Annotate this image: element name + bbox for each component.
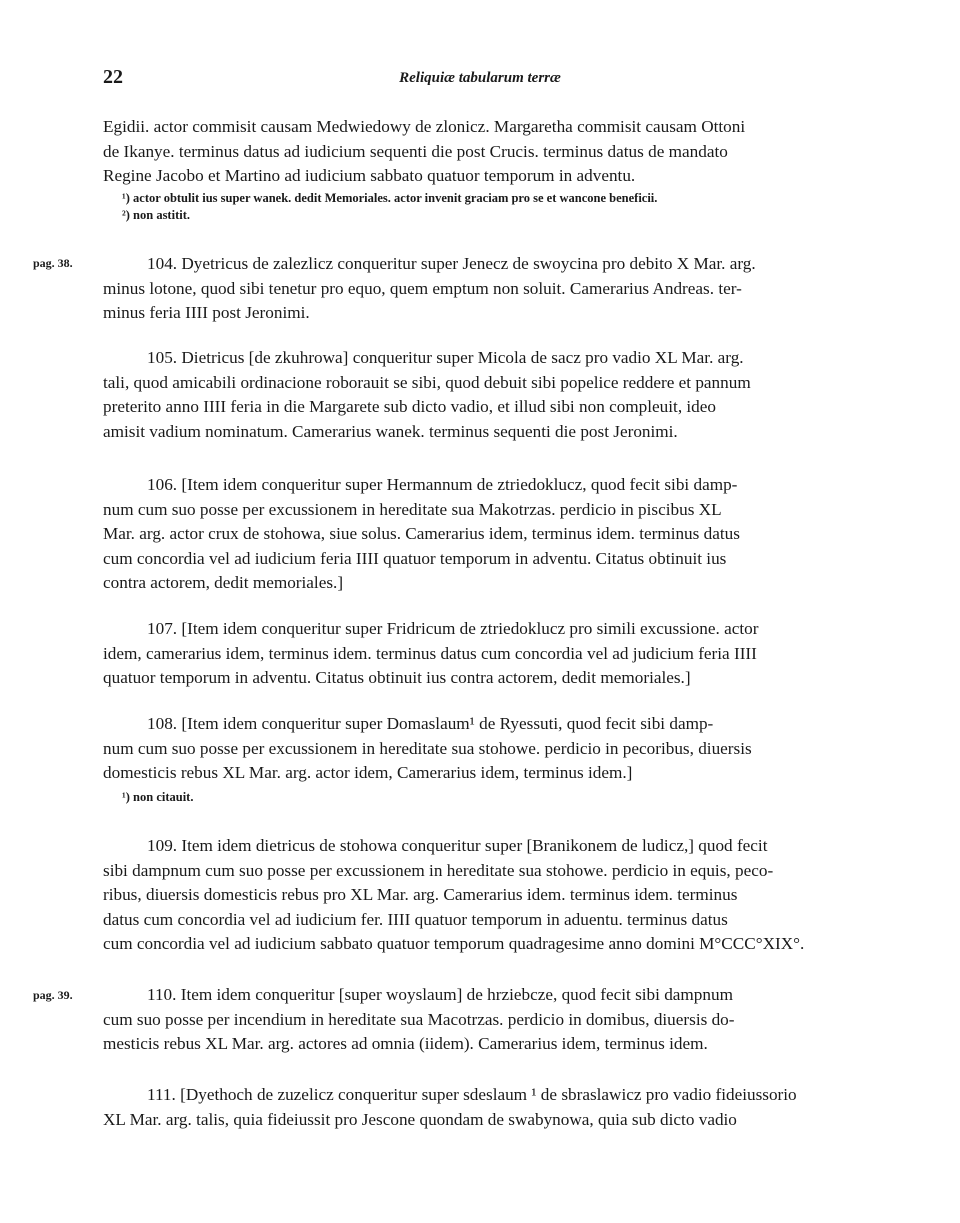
text-line: minus feria IIII post Jeronimi. — [103, 303, 310, 322]
paragraph-111 — [103, 1083, 858, 1132]
text-line: cum suo posse per incendium in hereditate sua Macotrzas. perdicio in domibus, diuersis do- — [103, 1009, 735, 1029]
paragraph-110 — [103, 983, 858, 1057]
page-header — [0, 66, 960, 96]
text-line: 111. [Dyethoch de zuzelicz conqueritur super sdeslaum ¹ de sbraslawicz pro vadio fideiussorio — [147, 1085, 797, 1104]
footnote: ²) non astitit. — [122, 208, 190, 222]
text-line: 109. Item idem dietricus de stohowa conqueritur super [Branikonem de ludicz,] quod fecit — [147, 836, 768, 855]
text-line: XL Mar. arg. talis, quia fideiussit pro Jescone quondam de swabynowa, quia sub dicto vadio — [103, 1109, 737, 1129]
text-line: 104. Dyetricus de zalezlicz conqueritur super Jenecz de swoycina pro debito X Mar. arg. — [147, 254, 756, 273]
text-line: num cum suo posse per excussionem in hereditate sua stohowe. perdicio in pecoribus, diuersis — [103, 738, 752, 758]
footnote: ¹) actor obtulit ius super wanek. dedit Memoriales. actor invenit graciam pro se et wancone beneficii. — [122, 191, 658, 205]
paragraph-109 — [103, 834, 858, 957]
text-line: cum concordia vel ad iudicium sabbato quatuor temporum quadragesime anno domini M°CCC°XIX°. — [103, 934, 805, 953]
footnote-108: ¹) non citauit. — [122, 790, 194, 804]
text-line: num cum suo posse per excussionem in hereditate sua Makotrzas. perdicio in piscibus XL — [103, 499, 722, 519]
text-line: 107. [Item idem conqueritur super Fridricum de ztriedoklucz pro simili excussione. actor — [147, 619, 759, 638]
text-line: minus lotone, quod sibi tenetur pro equo, quem emptum non soluit. Camerarius Andreas. ter- — [103, 278, 742, 298]
margin-note-pag-38: pag. 38. — [33, 256, 73, 270]
paragraph-107 — [103, 617, 858, 691]
paragraph-104 — [103, 252, 858, 326]
text-line: datus cum concordia vel ad iudicium fer. IIII quatuor temporum in aduentu. terminus datus — [103, 909, 728, 929]
running-title: Reliquiæ tabularum terræ — [399, 70, 561, 86]
text-line: domesticis rebus XL Mar. arg. actor idem, Camerarius idem, terminus idem.] — [103, 763, 633, 782]
text-line: Mar. arg. actor crux de stohowa, siue solus. Camerarius idem, terminus idem. terminus datus — [103, 524, 740, 543]
margin-note-pag-39: pag. 39. — [33, 988, 73, 1002]
text-line: preterito anno IIII feria in die Margarete sub dicto vadio, et illud sibi non compleuit, ideo — [103, 397, 717, 416]
text-line: Regine Jacobo et Martino ad iudicium sabbato quatuor temporum in adventu. — [103, 166, 636, 185]
text-line: ribus, diuersis domesticis rebus pro XL Mar. arg. Camerarius idem. terminus idem. terminus — [103, 885, 738, 904]
footnotes-intro — [122, 190, 862, 224]
paragraph-106 — [103, 473, 858, 596]
paragraph-105 — [103, 346, 858, 444]
page-number: 22 — [103, 66, 123, 88]
text-line: sibi dampnum cum suo posse per excussionem in hereditate sua stohowe. perdicio in equis, peco- — [103, 860, 774, 880]
text-line: amisit vadium nominatum. Camerarius wanek. terminus sequenti die post Jeronimi. — [103, 421, 678, 441]
text-line: Egidii. actor commisit causam Medwiedowy de zlonicz. Margaretha commisit causam Ottoni — [103, 117, 746, 136]
text-line: 110. Item idem conqueritur [super woyslaum] de hrziebcze, quod fecit sibi dampnum — [147, 985, 733, 1004]
text-line: 106. [Item idem conqueritur super Hermannum de ztriedoklucz, quod fecit sibi damp- — [147, 475, 738, 494]
text-line: idem, camerarius idem, terminus idem. terminus datus cum concordia vel ad judicium feria IIII — [103, 643, 757, 663]
text-line: cum concordia vel ad iudicium feria IIII quatuor temporum in adventu. Citatus obtinuit ius — [103, 548, 727, 568]
text-line: quatuor temporum in adventu. Citatus obtinuit ius contra actorem, dedit memoriales.] — [103, 668, 691, 687]
text-line: 108. [Item idem conqueritur super Domaslaum¹ de Ryessuti, quod fecit sibi damp- — [147, 714, 714, 733]
text-line: contra actorem, dedit memoriales.] — [103, 573, 344, 592]
text-line: tali, quod amicabili ordinacione roborauit se sibi, quod debuit sibi popelice reddere et pannum — [103, 372, 751, 392]
text-line: de Ikanye. terminus datus ad iudicium sequenti die post Crucis. terminus datus de mandato — [103, 141, 728, 161]
paragraph-intro — [103, 115, 858, 189]
text-line: mesticis rebus XL Mar. arg. actores ad omnia (iidem). Camerarius idem, terminus idem. — [103, 1034, 708, 1053]
paragraph-108 — [103, 712, 858, 786]
text-line: 105. Dietricus [de zkuhrowa] conqueritur super Micola de sacz pro vadio XL Mar. arg. — [147, 348, 744, 367]
